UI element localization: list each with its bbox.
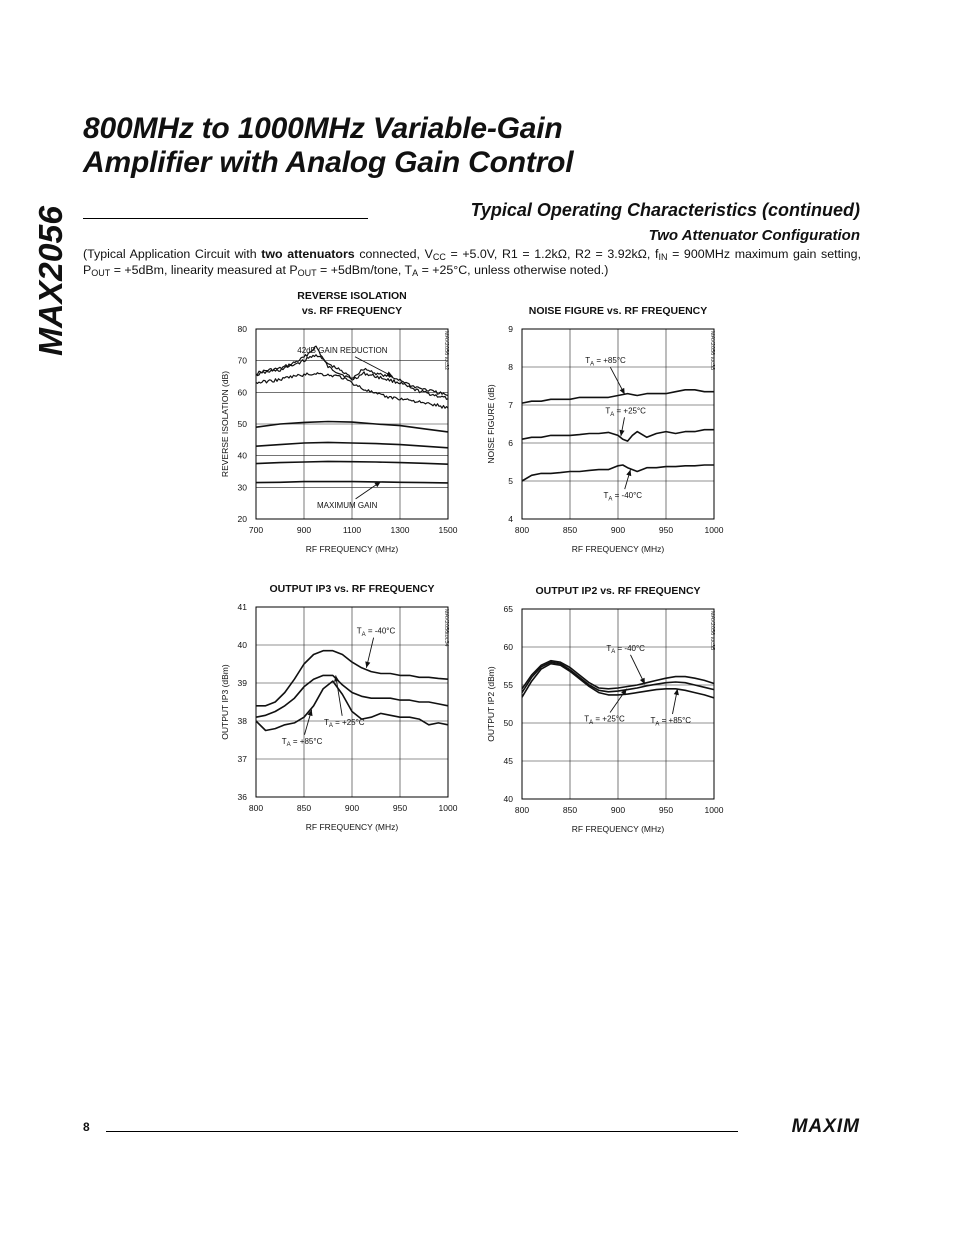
y-tick-label: 36 <box>237 792 247 802</box>
chart-output-ip3 <box>212 578 472 848</box>
x-tick-label: 900 <box>610 525 626 535</box>
conditions-text: = +5.0V, R1 = 1.2kΩ, R2 = 3.92kΩ, f <box>445 247 659 261</box>
x-tick-label: 850 <box>562 525 578 535</box>
y-tick-label: 20 <box>237 514 247 524</box>
chart-svg <box>212 285 472 555</box>
y-tick-label: 45 <box>503 756 513 766</box>
conditions-subscript: CC <box>432 252 446 262</box>
chart-title: OUTPUT IP2 vs. RF FREQUENCY <box>535 585 701 597</box>
conditions-text: connected, V <box>354 247 433 261</box>
y-tick-label: 55 <box>503 680 513 690</box>
annotation-label: $T_A = +85^\circ C$ <box>650 716 692 728</box>
annotation-label: $T_A = +85^\circ C$ <box>585 356 626 368</box>
side-part-number-text: MAX2056 <box>32 209 69 356</box>
y-axis-label: NOISE FIGURE (dB) <box>486 384 496 464</box>
y-tick-label: 70 <box>237 355 247 366</box>
page-number: 8 <box>83 1120 90 1134</box>
x-tick-label: 1000 <box>704 805 724 815</box>
chart-title: OUTPUT IP3 vs. RF FREQUENCY <box>269 583 435 595</box>
y-axis-label: OUTPUT IP3 (dBm) <box>220 664 230 740</box>
chart-reverse-isolation <box>212 285 472 555</box>
chart-title: NOISE FIGURE vs. RF FREQUENCY <box>528 305 708 317</box>
conditions-text: = +5dBm, linearity measured at P <box>110 263 298 277</box>
chart-noise-figure <box>478 300 738 570</box>
y-tick-label: 60 <box>237 387 247 398</box>
x-tick-label: 1000 <box>438 803 458 813</box>
y-tick-label: 40 <box>503 794 513 804</box>
y-tick-label: 6 <box>508 438 513 448</box>
annotation-label: $T_A = +25^\circ C$ <box>584 714 625 726</box>
y-tick-label: 30 <box>237 482 247 493</box>
conditions-subscript: IN <box>658 252 668 262</box>
document-title-line-1: 800MHz to 1000MHz Variable-Gain <box>83 112 563 145</box>
y-tick-label: 40 <box>237 450 247 461</box>
x-axis-label: RF FREQUENCY (MHz) <box>571 544 665 554</box>
side-part-number <box>28 200 72 360</box>
y-tick-label: 41 <box>237 602 247 612</box>
x-tick-label: 850 <box>296 803 312 813</box>
x-axis-label: RF FREQUENCY (MHz) <box>571 824 665 834</box>
chart-title: REVERSE ISOLATION <box>297 290 407 302</box>
annotation-label: $T_A = +25^\circ C$ <box>605 406 646 418</box>
document-title <box>83 112 573 180</box>
annotation-label: MAXIMUM GAIN <box>316 500 378 510</box>
annotation-label: $T_A = -40^\circ C$ <box>356 626 396 638</box>
x-tick-label: 1000 <box>704 525 724 535</box>
x-tick-label: 950 <box>658 805 674 815</box>
y-axis-label: OUTPUT IP2 (dBm) <box>486 666 496 742</box>
conditions-bold: two attenuators <box>261 247 355 261</box>
annotation-label: $T_A = +25^\circ C$ <box>324 717 365 730</box>
y-tick-label: 65 <box>503 604 513 614</box>
x-tick-label: 700 <box>248 525 264 535</box>
y-axis-label: REVERSE ISOLATION (dB) <box>220 370 230 478</box>
chart-title: vs. RF FREQUENCY <box>301 305 403 317</box>
x-tick-label: 800 <box>514 525 530 535</box>
x-tick-label: 1100 <box>342 525 362 535</box>
y-tick-label: 39 <box>237 678 247 688</box>
maxim-logo: MAXIM <box>791 1116 860 1137</box>
subsection-title: Two Attenuator Configuration <box>648 227 860 244</box>
chart-svg <box>478 580 738 850</box>
conditions-text: (Typical Application Circuit with <box>83 247 262 261</box>
x-tick-label: 900 <box>610 805 626 815</box>
annotation-label: $T_A = -40^\circ C$ <box>606 643 645 656</box>
y-tick-label: 4 <box>508 514 513 524</box>
annotation-label: 42dB GAIN REDUCTION <box>297 345 388 355</box>
figure-code: MAX2056 toc33 <box>709 331 715 371</box>
figure-code: MAX2056 toc32 <box>443 331 449 371</box>
conditions-text: = 900MHz maximum gain setting, P <box>83 247 862 277</box>
chart-svg <box>478 300 738 570</box>
y-tick-label: 37 <box>237 754 247 764</box>
x-tick-label: 900 <box>296 525 312 535</box>
annotation-label: $T_A = +85^\circ C$ <box>281 736 323 749</box>
x-tick-label: 900 <box>344 803 360 813</box>
conditions-text: = +25°C, unless otherwise noted.) <box>418 263 609 277</box>
x-tick-label: 850 <box>562 805 578 815</box>
y-tick-label: 9 <box>508 324 513 334</box>
y-tick-label: 8 <box>508 362 513 372</box>
conditions-text: = +5dBm/tone, T <box>316 263 413 277</box>
x-tick-label: 800 <box>514 805 530 815</box>
y-tick-label: 38 <box>237 716 247 726</box>
x-axis-label: RF FREQUENCY (MHz) <box>305 544 399 554</box>
x-tick-label: 800 <box>248 803 264 813</box>
x-tick-label: 950 <box>658 525 674 535</box>
x-tick-label: 1300 <box>390 525 410 535</box>
annotation-arrowhead <box>365 661 370 667</box>
test-conditions <box>83 246 861 278</box>
document-title-line-2: Amplifier with Analog Gain Control <box>83 146 574 179</box>
y-tick-label: 60 <box>503 642 513 652</box>
y-tick-label: 80 <box>237 324 247 334</box>
y-tick-label: 50 <box>237 419 247 429</box>
figure-code: MAX2056toc34 <box>443 609 449 647</box>
conditions-subscript: OUT <box>297 268 317 278</box>
conditions-subscript: A <box>412 268 419 278</box>
y-tick-label: 7 <box>508 400 513 410</box>
annotation-arrowhead <box>626 470 631 476</box>
x-axis-label: RF FREQUENCY (MHz) <box>305 822 399 832</box>
conditions-subscript: OUT <box>91 268 111 278</box>
chart-output-ip2 <box>478 580 738 850</box>
section-rule <box>83 218 368 219</box>
y-tick-label: 5 <box>508 476 513 486</box>
y-tick-label: 50 <box>503 718 513 728</box>
footer-rule <box>106 1131 738 1132</box>
section-title: Typical Operating Characteristics (continued) <box>470 200 860 220</box>
annotation-arrowhead <box>619 430 624 436</box>
y-tick-label: 40 <box>237 640 247 650</box>
annotation-label: $T_A = -40^\circ C$ <box>603 491 643 503</box>
x-tick-label: 950 <box>392 803 408 813</box>
chart-svg <box>212 578 472 848</box>
figure-code: MAX2056 toc35 <box>709 611 715 651</box>
x-tick-label: 1500 <box>438 525 458 535</box>
